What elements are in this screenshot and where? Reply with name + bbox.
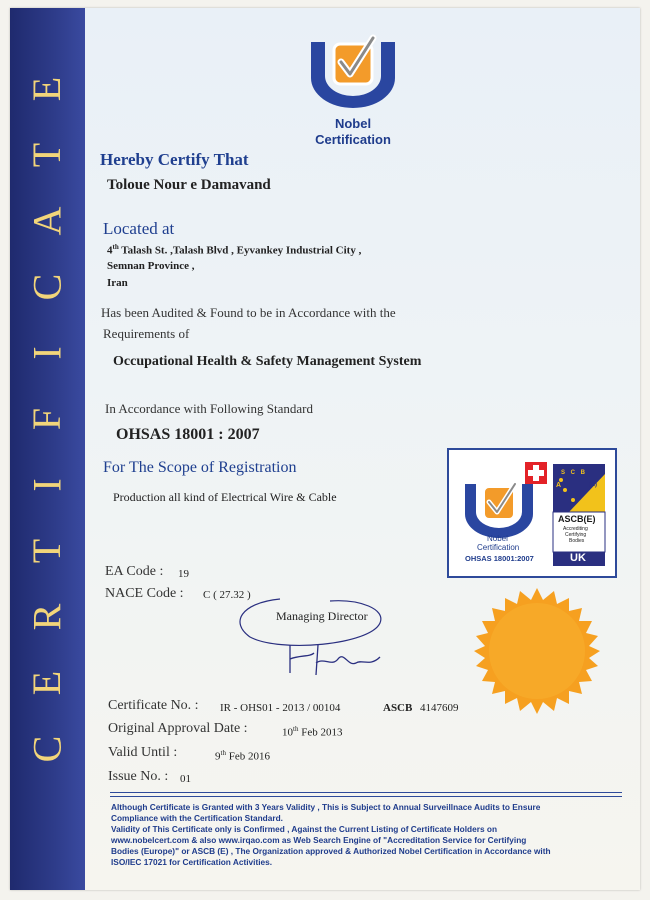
footer-line: Validity of This Certificate only is Confirmed , Against the Current Listing of Certificate Holders on [111, 824, 498, 834]
badge-scb: S C B [561, 470, 588, 476]
side-letter: R [24, 601, 70, 631]
footer-line: Bodies (Europe)" or ASCB (E) , The Organization approved & Authorized Nobel Certification in Accordance with [111, 846, 551, 856]
footer-line: Compliance with the Certification Standard. [111, 813, 283, 823]
side-letter: C [24, 733, 70, 763]
ea-code-label: EA Code : [105, 564, 164, 579]
audited-line1: Has been Audited & Found to be in Accordance with the [101, 305, 396, 320]
certificate-no-value: IR - OHS01 - 2013 / 00104 [220, 702, 341, 714]
ascb-value: 4147609 [420, 702, 459, 714]
valid-until-value: 9th Feb 2016 [215, 749, 270, 763]
located-heading: Located at [103, 219, 175, 238]
side-letter: T [24, 536, 70, 564]
side-letter: C [24, 271, 70, 301]
hereby-heading: Hereby Certify That [100, 150, 249, 169]
badge-acc1: Accrediting [563, 526, 588, 532]
scope-text: Production all kind of Electrical Wire & Cable [113, 490, 337, 504]
badge-acc3: Bodies [569, 538, 585, 544]
company-name: Toloue Nour e Damavand [107, 177, 271, 193]
badge-e: (E) [589, 482, 597, 488]
side-letter: T [24, 140, 70, 168]
nobel-logo [303, 28, 403, 147]
footer-line: Although Certificate is Granted with 3 Years Validity , This is Subject to Annual Surveillnace Audits to Ensure [111, 802, 541, 812]
side-band [10, 8, 85, 890]
valid-until-label: Valid Until : [108, 745, 178, 760]
address-line1: 4th Talash St. ,Talash Blvd , Eyvankey Industrial City , [107, 243, 362, 257]
footer-rule [110, 792, 622, 793]
managing-director: Managing Director [276, 609, 368, 623]
footer-line: ISO/IEC 17021 for Certification Activities. [111, 857, 273, 867]
badge-name2: Certification [477, 543, 520, 552]
standard-name: OHSAS 18001 : 2007 [116, 426, 260, 443]
footer-line: www.nobelcert.com & also www.irqao.com as Web Search Engine of "Accreditation Service for Certifying [111, 835, 527, 845]
badge-ascb: ASCB(E) [558, 514, 596, 524]
logo-line1: Nobel [334, 116, 372, 131]
nobel-logo-icon [303, 28, 403, 110]
ascb-label: ASCB [383, 702, 413, 714]
address-line3: Iran [107, 277, 128, 289]
original-approval-value: 10th Feb 2013 [282, 725, 343, 739]
side-letter: E [24, 668, 70, 696]
nace-code-label: NACE Code : [105, 586, 184, 601]
accreditation-badge [447, 448, 617, 578]
side-letter: I [24, 476, 70, 492]
badge-a: A [556, 482, 562, 489]
audited-line2: Requirements of [103, 326, 190, 341]
badge-acc2: Certifying [565, 532, 587, 538]
scope-heading: For The Scope of Registration [103, 459, 297, 476]
side-letter: E [24, 74, 70, 102]
signature-icon [220, 593, 395, 683]
issue-no-label: Issue No. : [108, 769, 169, 784]
issue-no-value: 01 [180, 773, 191, 785]
badge-standard: OHSAS 18001:2007 [465, 554, 534, 563]
badge-name1: Nobel [487, 534, 508, 543]
side-letter: I [24, 344, 70, 360]
logo-line2: Certification [315, 132, 391, 147]
side-letter: F [24, 405, 70, 431]
footer-notes [111, 802, 623, 868]
certificate-sheet [10, 8, 640, 890]
standard-intro: In Accordance with Following Standard [105, 401, 313, 416]
original-approval-label: Original Approval Date : [108, 721, 248, 736]
side-letter: A [24, 204, 70, 236]
ea-code-value: 19 [178, 568, 189, 580]
nace-code-value: C ( 27.32 ) [203, 589, 251, 601]
badge-uk: UK [570, 552, 586, 564]
address-line2: Semnan Province , [107, 260, 195, 272]
certificate-no-label: Certificate No. : [108, 698, 199, 713]
footer-rule [110, 796, 622, 797]
management-system: Occupational Health & Safety Management System [113, 354, 422, 369]
side-title [10, 68, 85, 768]
gold-seal-icon [472, 586, 602, 716]
